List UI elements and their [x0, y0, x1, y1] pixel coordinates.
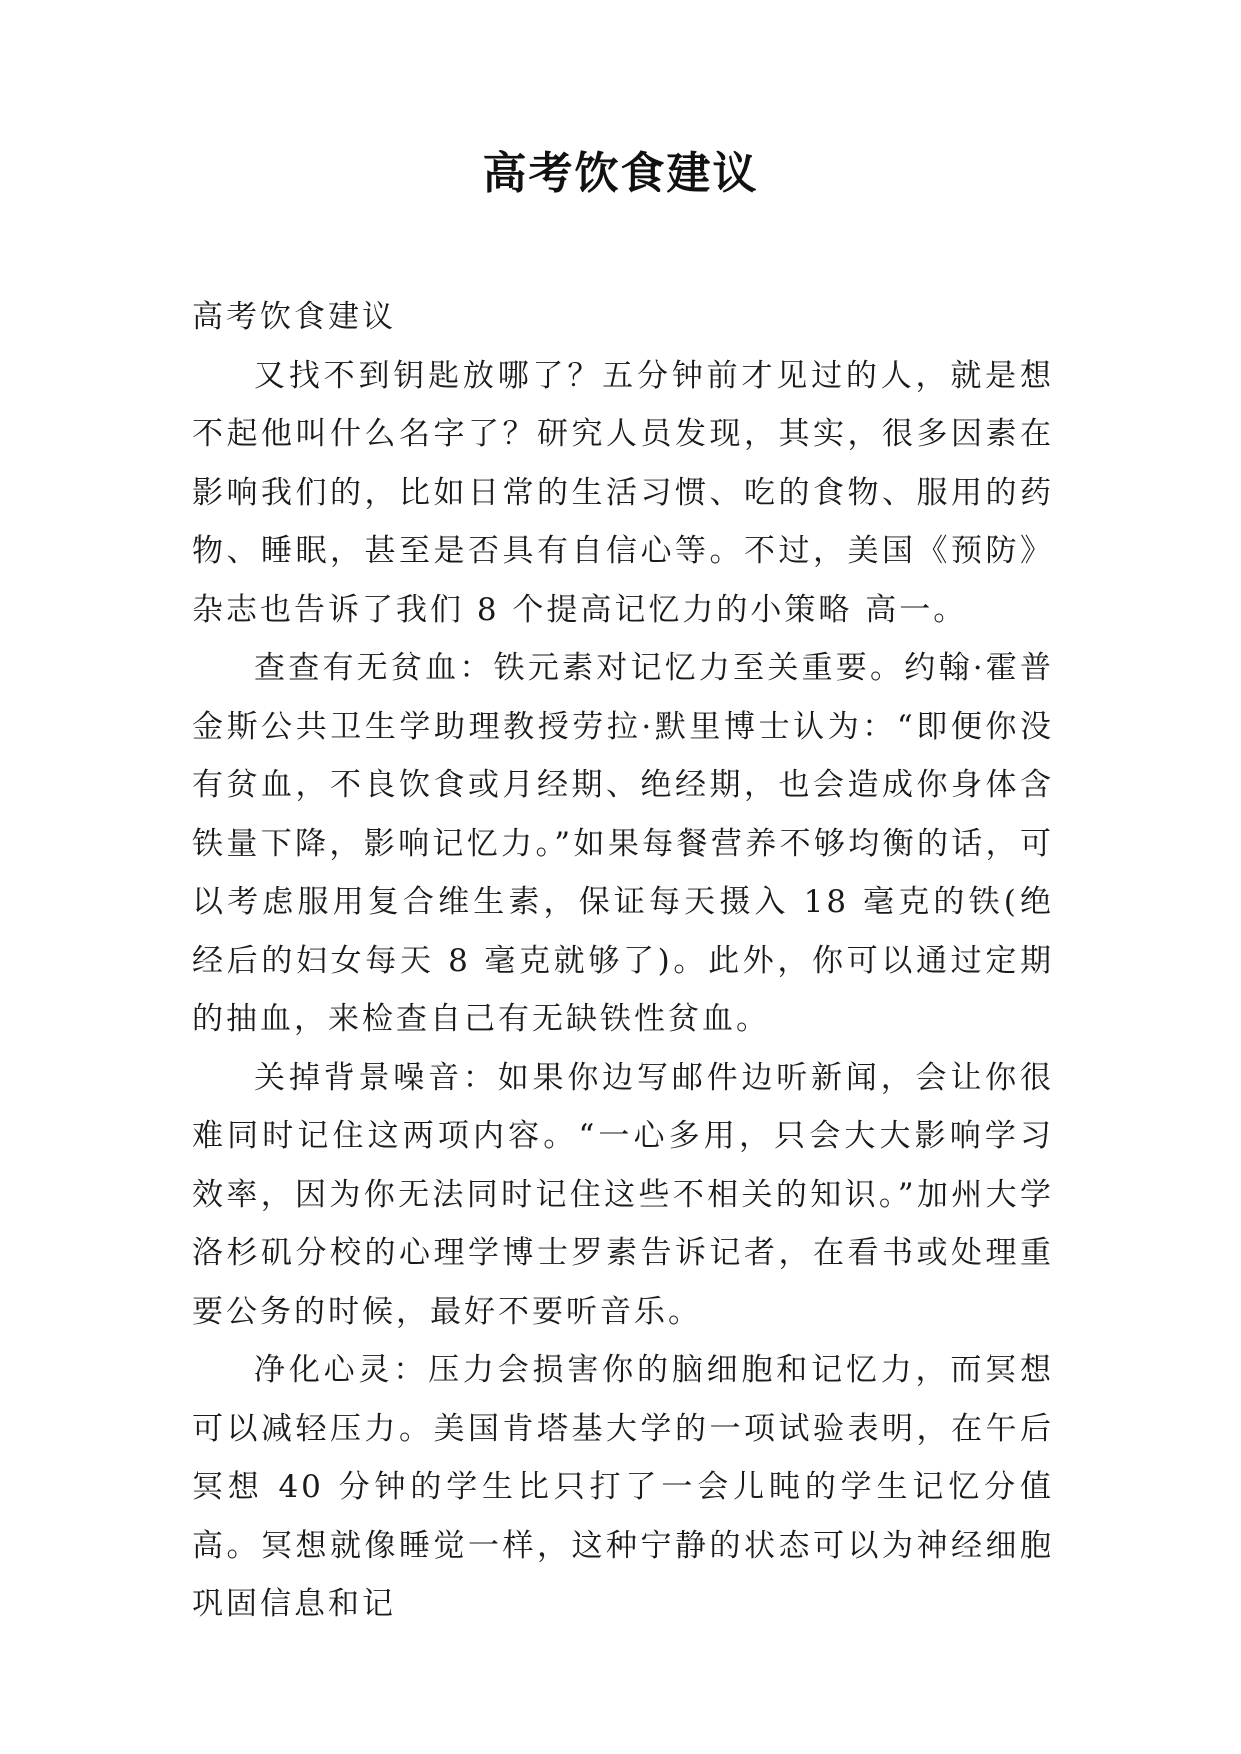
- paragraph-background-noise: 关掉背景噪音：如果你边写邮件边听新闻，会让你很难同时记住这两项内容。“一心多用，只会大大影响学习效率，因为你无法同时记住这些不相关的知识。”加州大学洛杉矶分校的心理学博士罗素告诉记者，在看书或处理重要公务的时候，最好不要听音乐。: [192, 1059, 1054, 1330]
- document-subtitle: 高考饮食建议: [192, 299, 396, 335]
- paragraph-meditation: 净化心灵：压力会损害你的脑细胞和记忆力，而冥想可以减轻压力。美国肯塔基大学的一项试验表明，在午后冥想 40 分钟的学生比只打了一会儿盹的学生记忆分值高。冥想就像睡觉一样，这种宁静的状态可以为神经细胞巩固信息和记: [192, 1352, 1054, 1622]
- paragraph-anemia: 查查有无贫血：铁元素对记忆力至关重要。约翰·霍普金斯公共卫生学助理教授劳拉·默里博士认为：“即便你没有贫血，不良饮食或月经期、绝经期，也会造成你身体含铁量下降，影响记忆力。”如果每餐营养不够均衡的话，可以考虑服用复合维生素，保证每天摄入 18 毫克的铁(绝经后的妇女每天 8 毫克就够了)。此外，你可以通过定期的抽血，来检查自己有无缺铁性贫血。: [192, 650, 1054, 1037]
- document-body: [192, 288, 1054, 1634]
- paragraph-intro: 又找不到钥匙放哪了？五分钟前才见过的人，就是想不起他叫什么名字了？研究人员发现，其实，很多因素在影响我们的，比如日常的生活习惯、吃的食物、服用的药物、睡眠，甚至是否具有自信心等。不过，美国《预防》杂志也告诉了我们 8 个提高记忆力的小策略 高一。: [192, 357, 1054, 628]
- document-title: 高考饮食建议: [482, 148, 759, 199]
